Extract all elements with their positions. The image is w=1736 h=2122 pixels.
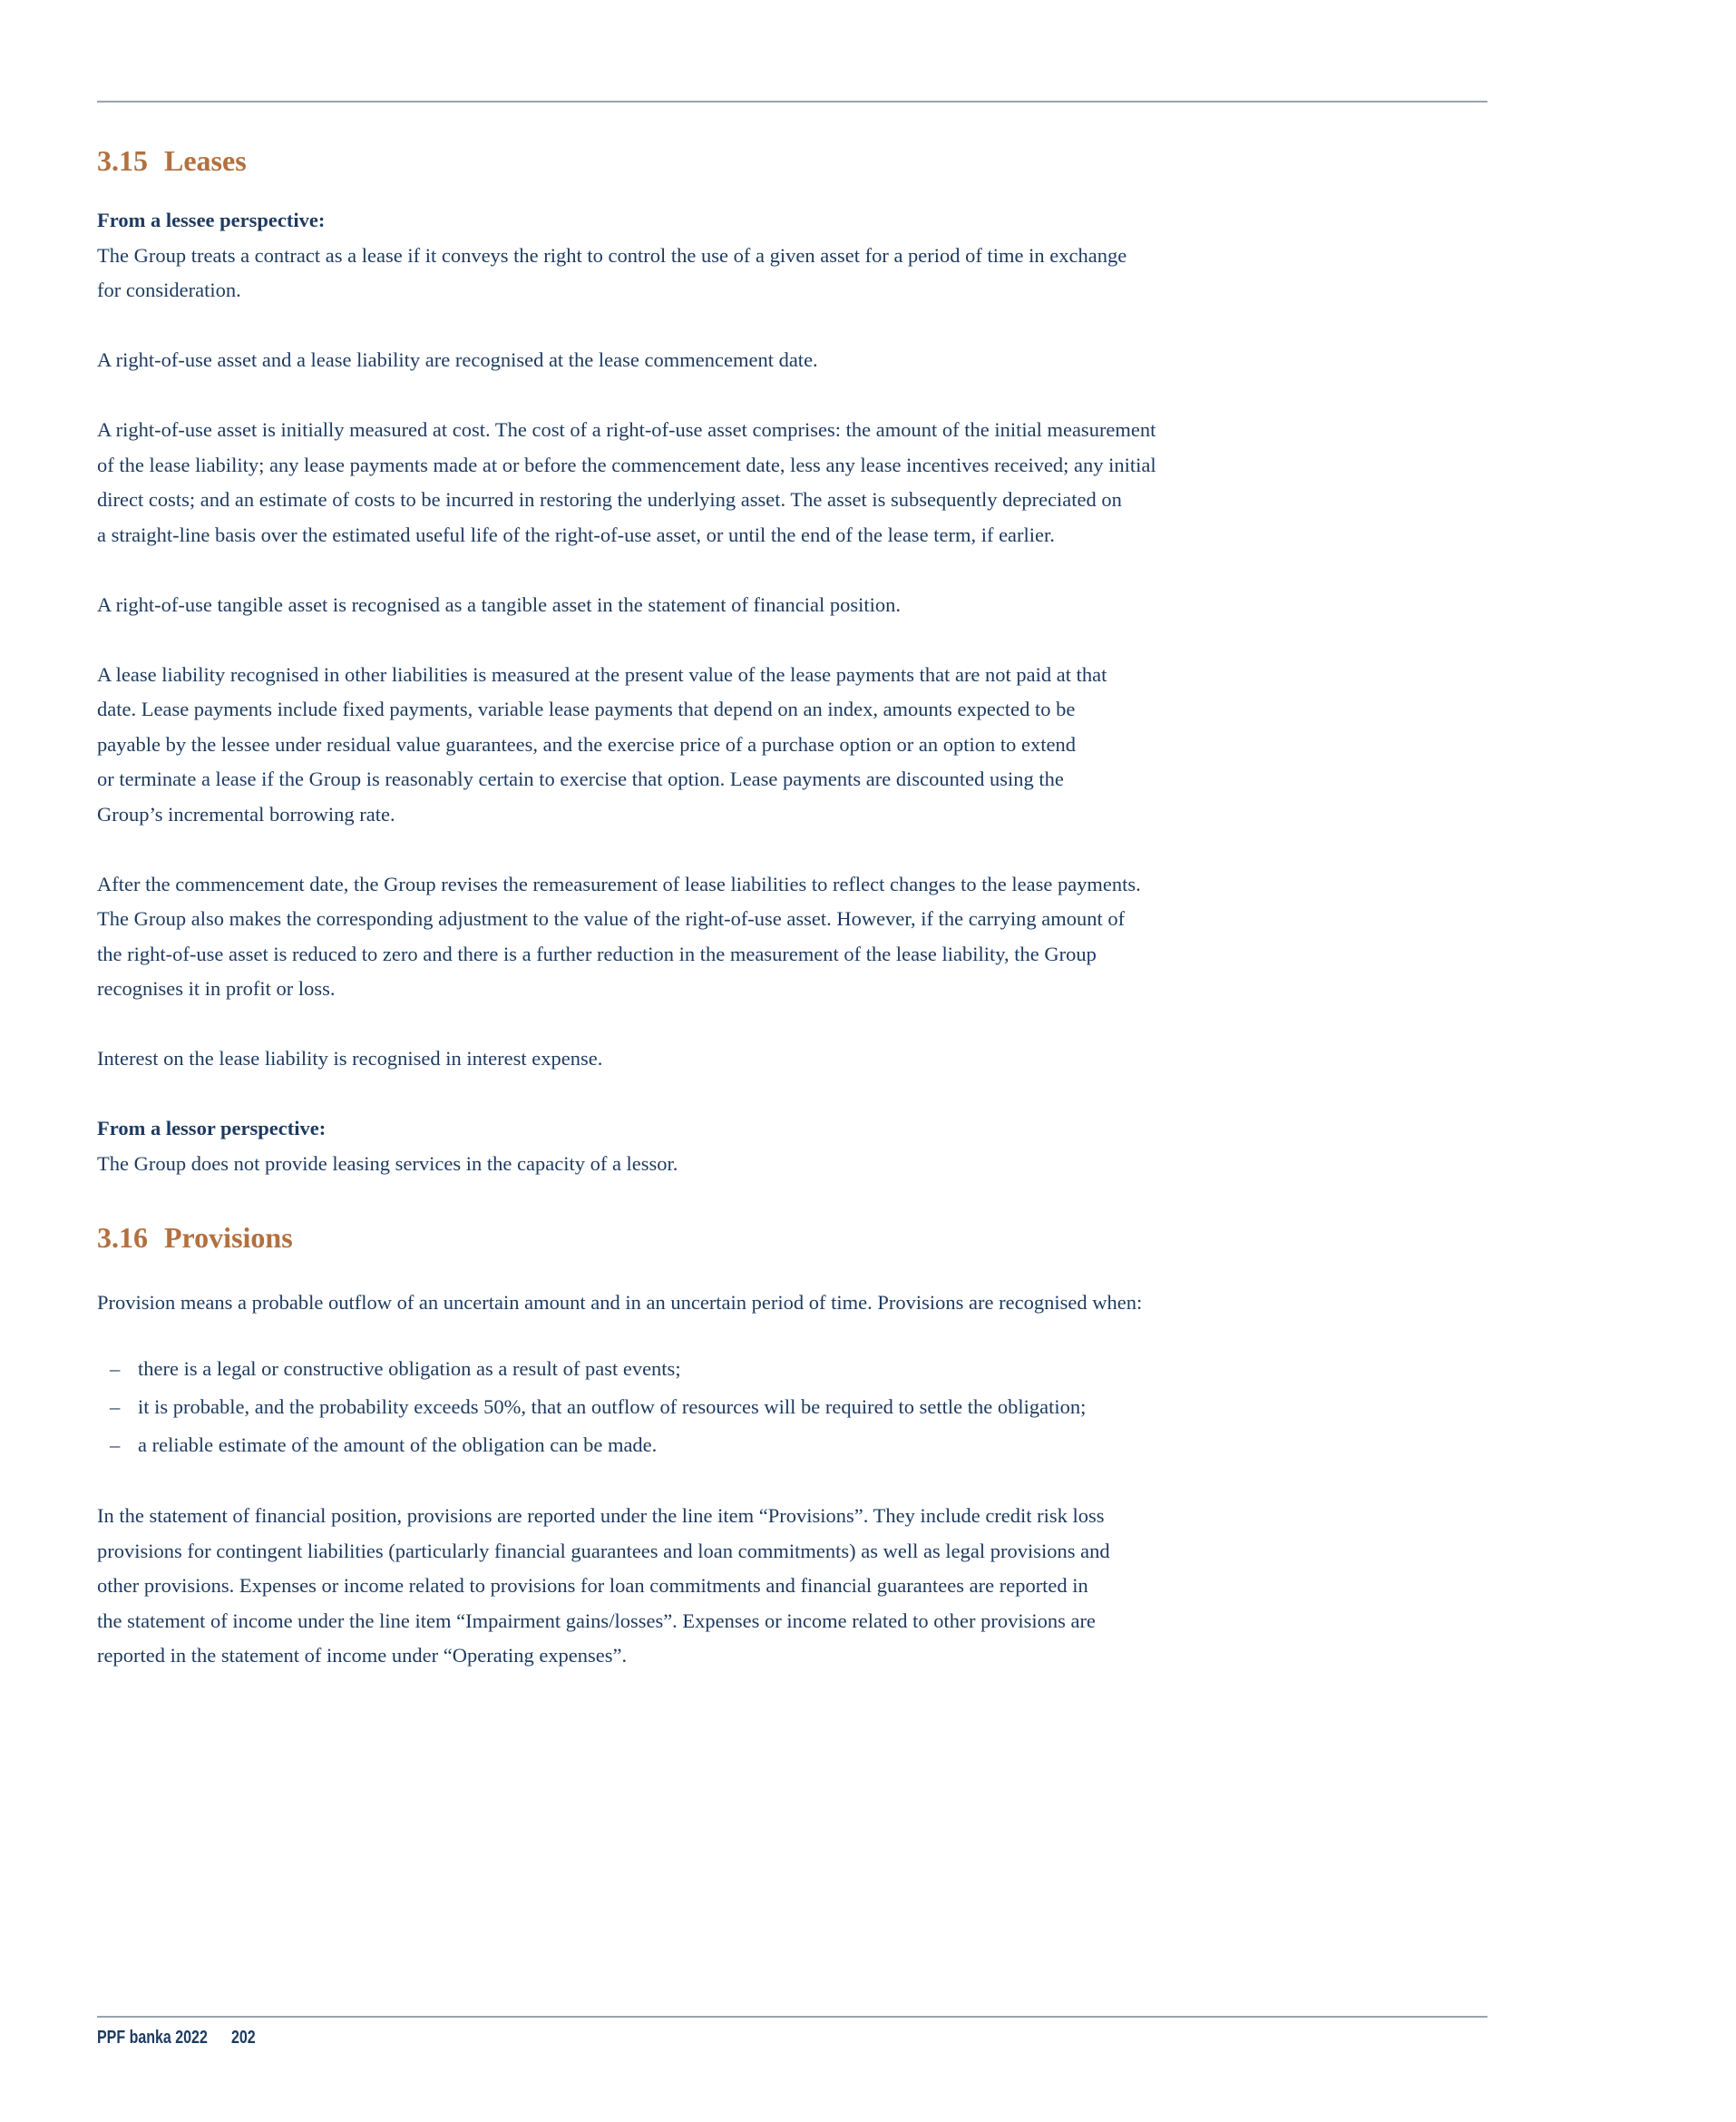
paragraph: [97, 413, 1487, 553]
page-footer: [97, 2016, 1487, 2051]
paragraph: [97, 1499, 1487, 1674]
paragraph-line: recognises it in profit or loss.: [97, 977, 336, 1000]
section-heading-provisions: [97, 1219, 1487, 1256]
paragraph-line: payable by the lessee under residual value guarantees, and the exercise price of a purchase option or an option to extend: [97, 732, 1076, 756]
bullet-text: a reliable estimate of the amount of the obligation can be made.: [138, 1433, 658, 1456]
bullet-item: [97, 1388, 1487, 1426]
paragraph-lessee-intro: [97, 203, 1487, 308]
paragraph-line: reported in the statement of income under “Operating expenses”.: [97, 1644, 628, 1667]
section-title: Provisions: [164, 1221, 293, 1254]
bullet-item: [97, 1426, 1487, 1464]
paragraph: [97, 867, 1487, 1007]
paragraph-line: Group’s incremental borrowing rate.: [97, 802, 395, 826]
paragraph-line: other provisions. Expenses or income related to provisions for loan commitments and financial guarantees are reported in: [97, 1574, 1088, 1597]
paragraph-line: The Group does not provide leasing services in the capacity of a lessor.: [97, 1151, 678, 1175]
section-number: 3.15: [97, 144, 148, 177]
lessor-perspective-heading: From a lessor perspective:: [97, 1117, 327, 1139]
paragraph: [97, 658, 1487, 833]
section-heading-leases: [97, 142, 1487, 179]
paragraph: [97, 1041, 1487, 1077]
bullet-dash: –: [110, 1356, 121, 1380]
section-title: Leases: [164, 144, 247, 177]
paragraph-line: A right-of-use asset is initially measured at cost. The cost of a right-of-use asset comprises: the amount of the initial measurement: [97, 418, 1156, 441]
paragraph-line: Provision means a probable outflow of an uncertain amount and in an uncertain period of time. Provisions are recognised when:: [97, 1291, 1143, 1314]
paragraph: [97, 588, 1487, 623]
paragraph: [97, 343, 1487, 378]
paragraph-line: the statement of income under the line item “Impairment gains/losses”. Expenses or income related to other provisions are: [97, 1609, 1096, 1632]
paragraph-line: The Group treats a contract as a lease if it conveys the right to control the use of a given asset for a period of time in exchange: [97, 243, 1127, 267]
bullet-text: it is probable, and the probability exceeds 50%, that an outflow of resources will be required to settle the obligation;: [138, 1394, 1087, 1418]
paragraph-line: Interest on the lease liability is recognised in interest expense.: [97, 1047, 603, 1070]
bullet-list: [97, 1350, 1487, 1464]
paragraph-line: of the lease liability; any lease payments made at or before the commencement date, less any lease incentives received; any initial: [97, 453, 1156, 476]
bullet-dash: –: [110, 1394, 121, 1418]
footer-page-number: 202: [231, 2028, 256, 2048]
paragraph-line: A right-of-use asset and a lease liability are recognised at the lease commencement date.: [97, 348, 818, 371]
paragraph-line: provisions for contingent liabilities (particularly financial guarantees and loan commitments) as well as legal provisions and: [97, 1539, 1110, 1562]
footer-row: [97, 2028, 1487, 2051]
paragraph-line: for consideration.: [97, 279, 241, 301]
paragraph-line: In the statement of financial position, provisions are reported under the line item “Provisions”. They include credit risk loss: [97, 1504, 1105, 1527]
paragraph: [97, 1286, 1487, 1321]
bullet-dash: –: [110, 1433, 121, 1456]
paragraph-line: date. Lease payments include fixed payments, variable lease payments that depend on an index, amounts expected to be: [97, 698, 1076, 720]
paragraph-line: A lease liability recognised in other liabilities is measured at the present value of the lease payments that are not paid at that: [97, 662, 1107, 686]
top-rule: [97, 101, 1487, 103]
paragraph-line: After the commencement date, the Group revises the remeasurement of lease liabilities to reflect changes to the lease payments.: [97, 872, 1141, 895]
paragraph-line: The Group also makes the corresponding adjustment to the value of the right-of-use asset. However, if the carrying amount of: [97, 907, 1126, 930]
paragraph-line: A right-of-use tangible asset is recognised as a tangible asset in the statement of financial position.: [97, 592, 902, 616]
bullet-text: there is a legal or constructive obligation as a result of past events;: [138, 1356, 681, 1380]
section-number: 3.16: [97, 1221, 148, 1254]
paragraph-line: a straight-line basis over the estimated useful life of the right-of-use asset, or until the end of the lease term, if earlier.: [97, 523, 1055, 546]
page-content: [97, 0, 1487, 1674]
lessee-perspective-heading: From a lessee perspective:: [97, 209, 326, 231]
paragraph-lessor: [97, 1111, 1487, 1181]
paragraph-line: or terminate a lease if the Group is reasonably certain to exercise that option. Lease payments are discounted using the: [97, 768, 1064, 790]
paragraph-line: direct costs; and an estimate of costs to be incurred in restoring the underlying asset. The asset is subsequently depreciated on: [97, 488, 1122, 511]
footer-brand: PPF banka 2022: [97, 2028, 208, 2048]
bullet-item: [97, 1350, 1487, 1388]
paragraph-line: the right-of-use asset is reduced to zero and there is a further reduction in the measurement of the lease liability, the Group: [97, 942, 1097, 965]
